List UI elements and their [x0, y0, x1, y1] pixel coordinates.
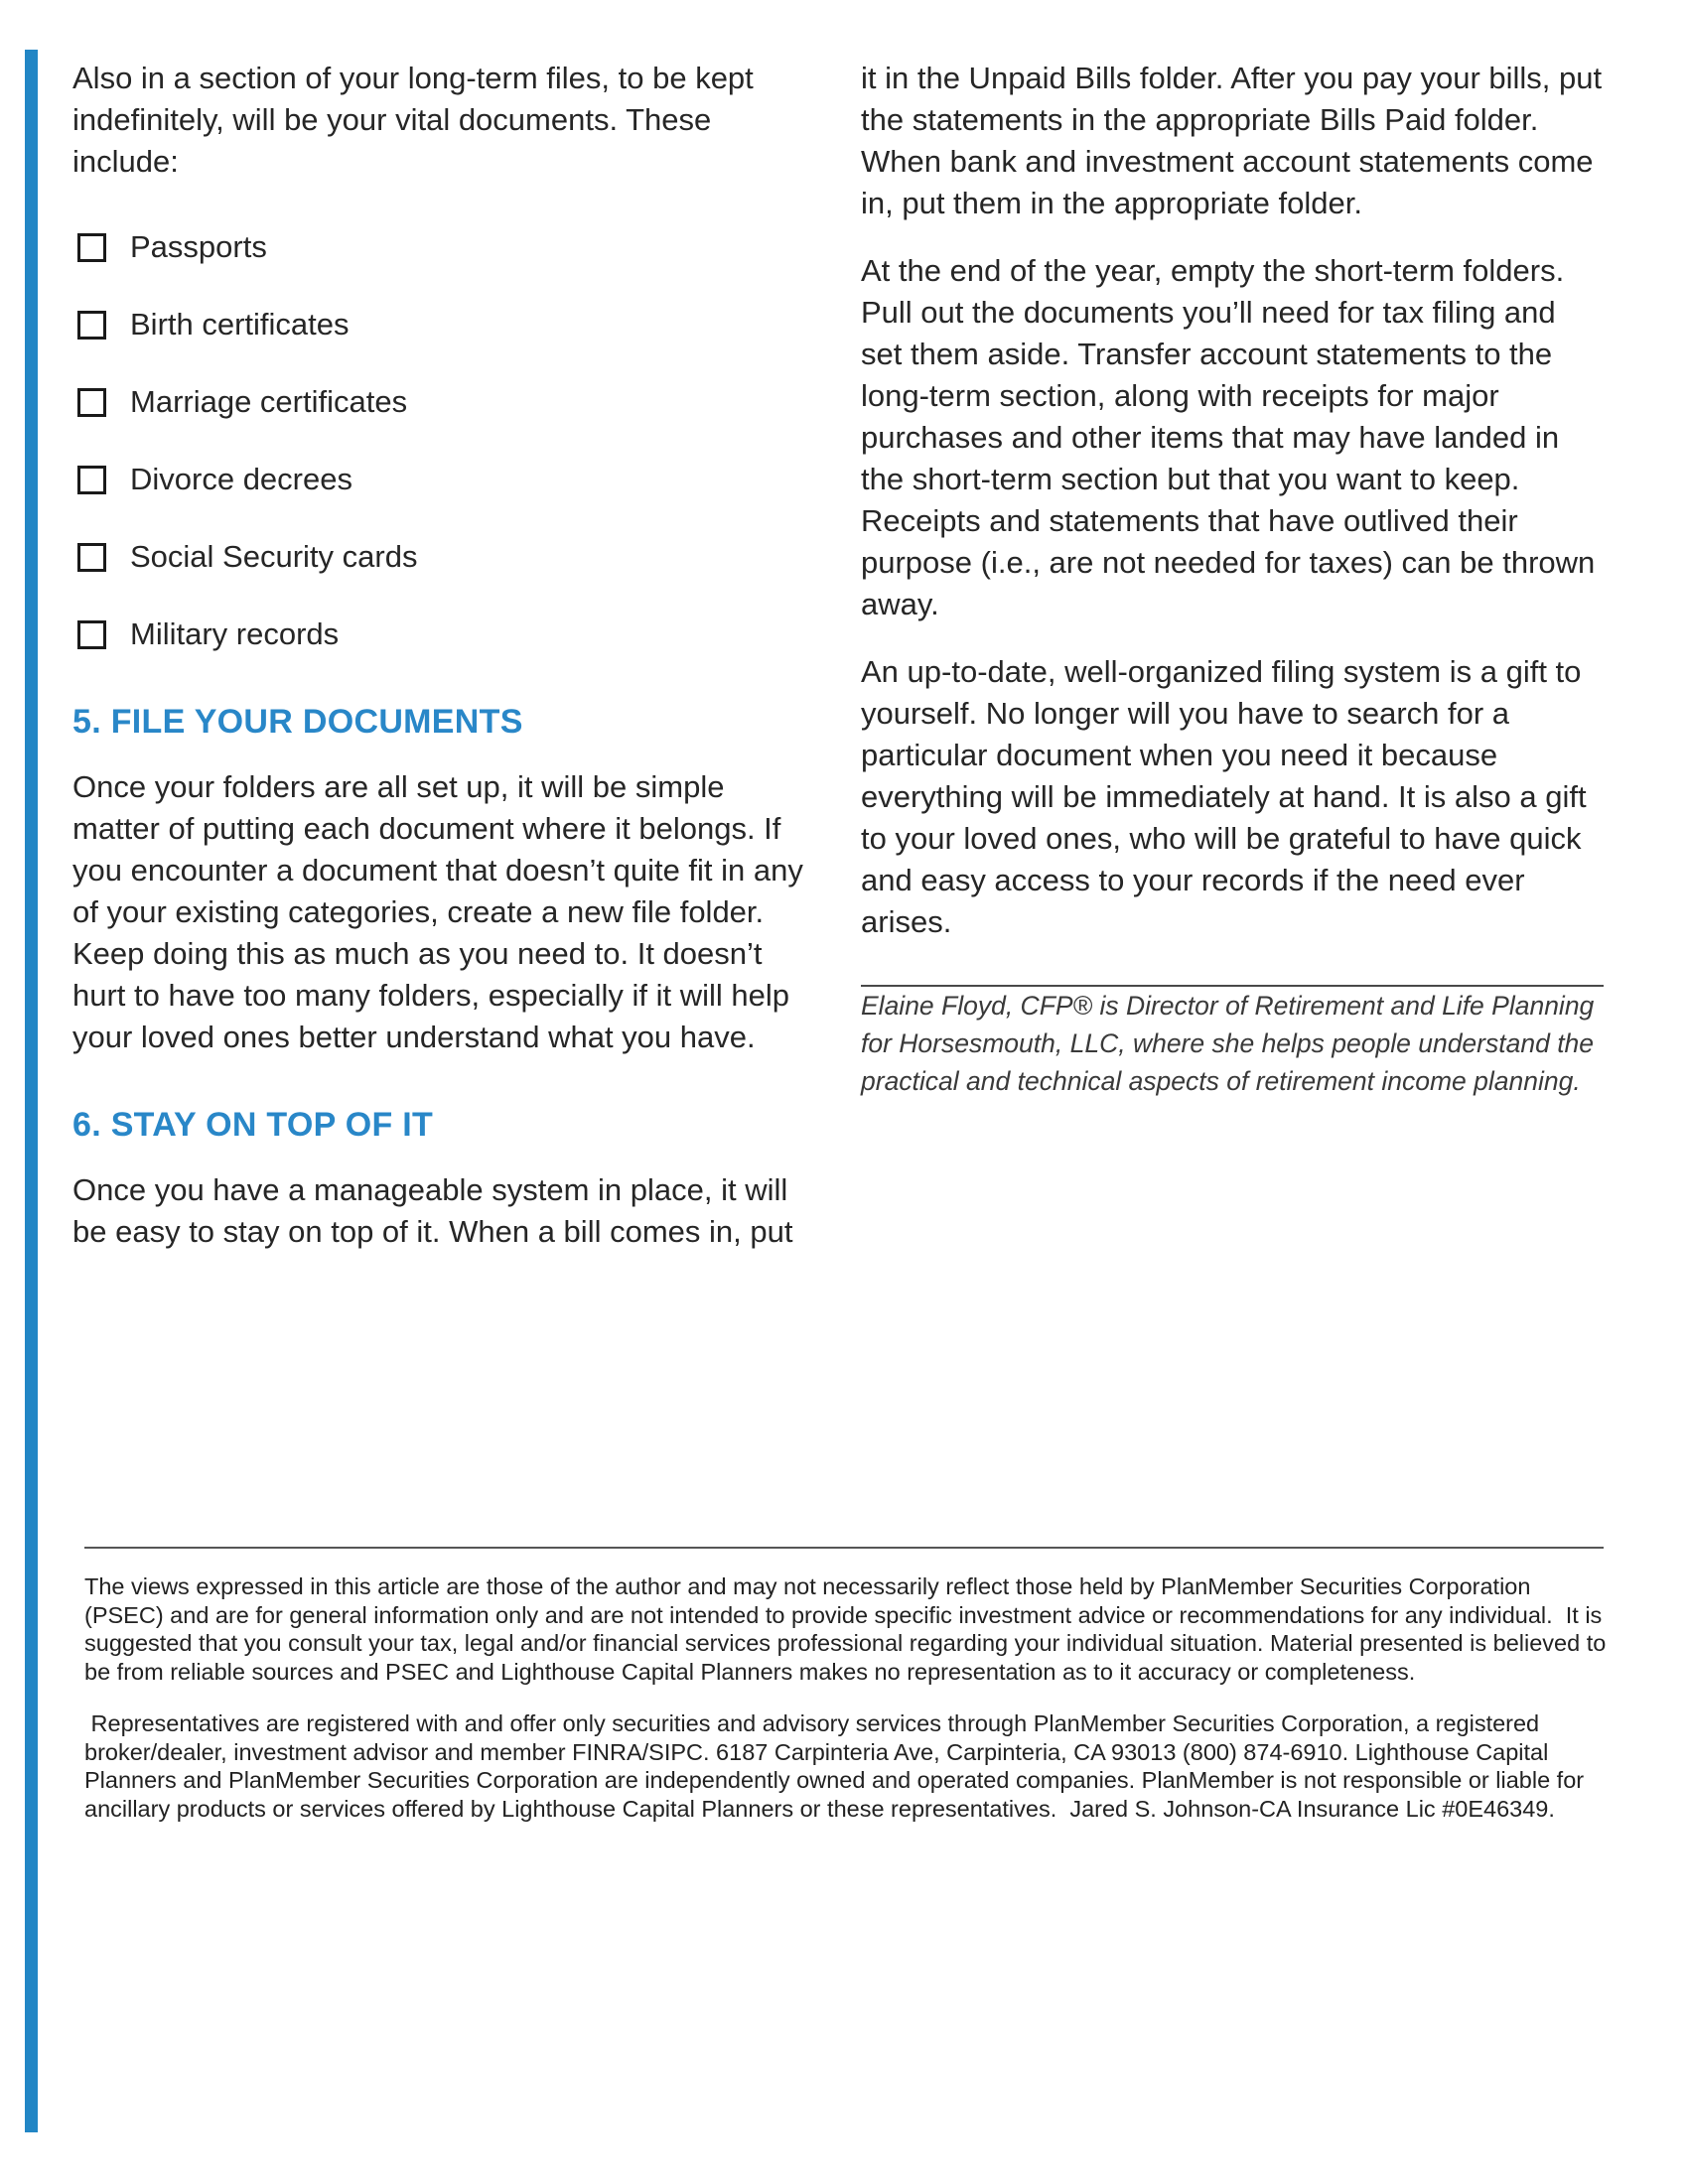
disclaimer-paragraph: The views expressed in this article are those of the author and may not necessarily reflect those held by PlanMember Securities Corporation (PSEC) and are for general information only and are not intended to provide specific investment advice or recommendations for any individual. It is suggested that you consult your tax, legal and/or financial services professional regarding your individual situation. Material presented is believed to be from reliable sources and PSEC and Lighthouse Capital Planners makes no representation as to it accuracy or completeness.: [84, 1573, 1613, 1685]
section6-paragraph: Once you have a manageable system in place, it will be easy to stay on top of it. When a bill comes in, put: [72, 1172, 793, 1249]
checklist-item: [72, 459, 815, 500]
checklist-item-label: Military records: [130, 616, 340, 651]
empty-checkbox-icon: [77, 543, 106, 572]
footer-disclaimers: [84, 1572, 1613, 1846]
empty-checkbox-icon: [77, 466, 106, 494]
empty-checkbox-icon: [77, 233, 106, 262]
checklist-item: [72, 536, 815, 578]
checklist-item: [72, 614, 815, 655]
page-accent-bar: [25, 50, 38, 2132]
body-paragraph: it in the Unpaid Bills folder. After you pay your bills, put the statements in the appropriate Bills Paid folder. When bank and investment account statements come in, put them in the appropriate folder.: [861, 61, 1603, 220]
checklist-item-label: Birth certificates: [130, 307, 350, 341]
footer-divider: [84, 1547, 1604, 1549]
body-paragraph: At the end of the year, empty the short-term folders. Pull out the documents you’ll need for tax filing and set them aside. Transfer account statements to the long-term section, along with receipts for major purchases and other items that may have landed in the short-term section but that you want to keep. Receipts and statements that have outlived their purpose (i.e., are not needed for taxes) can be thrown away.: [861, 253, 1596, 621]
section5-paragraph: Once your folders are all set up, it will be simple matter of putting each document where it belongs. If you encounter a document that doesn’t quite fit in any of your existing categories, create a new file folder. Keep doing this as much as you need to. It doesn’t hurt to have too many folders, especially if it will help your loved ones better understand what you have.: [72, 769, 803, 1054]
section-heading-stay-on-top-of-it: 6. STAY ON TOP OF IT: [72, 1106, 434, 1144]
section-heading-file-your-documents: 5. FILE YOUR DOCUMENTS: [72, 703, 523, 741]
checklist-item-label: Passports: [130, 229, 267, 264]
checklist-item-label: Marriage certificates: [130, 384, 408, 419]
body-paragraph: An up-to-date, well-organized filing system is a gift to yourself. No longer will you have to search for a particular document when you need it because everything will be immediately at hand. It is also a gift to your loved ones, who will be grateful to have quick and easy access to your records if the need ever arises.: [861, 654, 1587, 939]
checklist-item-label: Divorce decrees: [130, 462, 352, 496]
checklist-item: [72, 304, 815, 345]
vital-documents-checklist: [72, 226, 815, 655]
empty-checkbox-icon: [77, 620, 106, 649]
right-column: [861, 58, 1604, 1126]
intro-paragraph: Also in a section of your long-term files, to be kept indefinitely, will be your vital documents. These include:: [72, 61, 754, 179]
checklist-item: [72, 226, 815, 268]
empty-checkbox-icon: [77, 388, 106, 417]
disclaimer-paragraph: Representatives are registered with and offer only securities and advisory services through PlanMember Securities Corporation, a registered broker/dealer, investment advisor and member FINRA/SIPC. 6187 Carpinteria Ave, Carpinteria, CA 93013 (800) 874-6910. Lighthouse Capital Planners and PlanMember Securities Corporation are independently owned and operated companies. PlanMember is not responsible or liable for ancillary products or services offered by Lighthouse Capital Planners or these representatives. Jared S. Johnson-CA Insurance Lic #0E46349.: [84, 1710, 1591, 1822]
empty-checkbox-icon: [77, 311, 106, 340]
author-bio: Elaine Floyd, CFP® is Director of Retirement and Life Planning for Horsesmouth, LLC, where she helps people understand the practical and technical aspects of retirement income planning.: [861, 991, 1595, 1096]
left-column: [72, 58, 815, 1279]
checklist-item: [72, 381, 815, 423]
checklist-item-label: Social Security cards: [130, 539, 418, 574]
